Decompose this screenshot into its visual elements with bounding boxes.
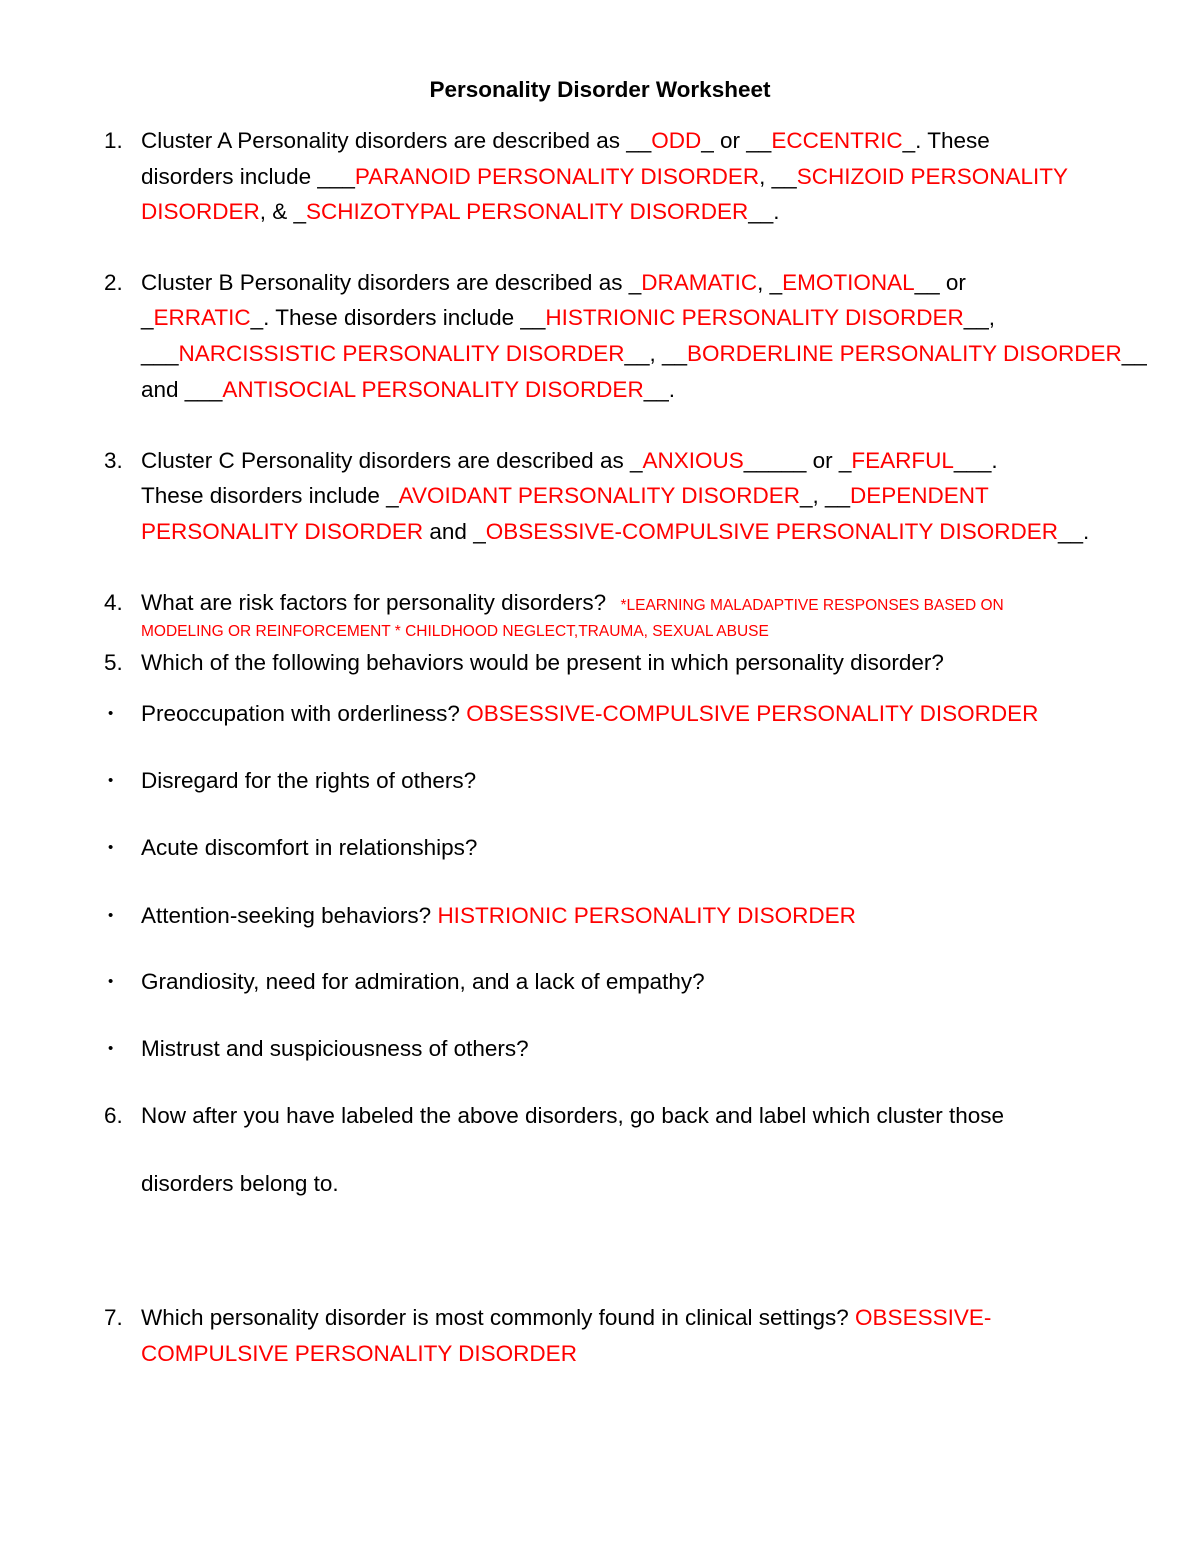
question-line — [141, 372, 1141, 408]
prompt-text: Disregard for the rights of others? — [141, 768, 477, 793]
answer-text: NARCISSISTIC PERSONALITY DISORDER — [178, 341, 625, 366]
question-number: 5. — [104, 650, 123, 675]
prompt-text: disorders belong to. — [141, 1171, 339, 1196]
question-line — [141, 1300, 1141, 1336]
question-line — [141, 443, 1141, 479]
prompt-text: Attention-seeking behaviors? — [141, 903, 438, 928]
bullet-icon: • — [108, 907, 114, 924]
answer-text: FEARFUL — [851, 448, 954, 473]
answer-text: HISTRIONIC PERSONALITY DISORDER — [545, 305, 964, 330]
prompt-text: __. — [643, 377, 675, 402]
answer-text: PERSONALITY DISORDER — [141, 519, 424, 544]
answer-text: OBSESSIVE-COMPULSIVE PERSONALITY DISORDER — [466, 701, 1039, 726]
question-line — [141, 159, 1141, 195]
question-line — [141, 265, 1141, 301]
question-line — [141, 478, 1141, 514]
question-line — [141, 194, 1141, 230]
prompt-text: _. These — [902, 128, 990, 153]
prompt-text: Preoccupation with orderliness? — [141, 701, 467, 726]
prompt-text: Which personality disorder is most commonly found in clinical settings? — [141, 1305, 856, 1330]
question-number: 4. — [104, 590, 123, 615]
prompt-text: and ___ — [141, 377, 223, 402]
answer-text: DRAMATIC — [641, 270, 758, 295]
answer-text: EMOTIONAL — [782, 270, 915, 295]
page-title: Personality Disorder Worksheet — [429, 77, 771, 102]
prompt-text: disorders include ___ — [141, 164, 355, 189]
prompt-text: __, __ — [624, 341, 688, 366]
answer-text: ODD — [651, 128, 702, 153]
prompt-text: __. — [748, 199, 780, 224]
prompt-text: , __ — [759, 164, 797, 189]
answer-text: PARANOID PERSONALITY DISORDER — [354, 164, 760, 189]
bullet-icon: • — [108, 839, 114, 856]
prompt-text: Grandiosity, need for admiration, and a lack of empathy? — [141, 969, 705, 994]
answer-text: COMPULSIVE PERSONALITY DISORDER — [141, 1341, 577, 1366]
question-number: 3. — [104, 448, 123, 473]
prompt-text: Mistrust and suspiciousness of others? — [141, 1036, 529, 1061]
prompt-text: _, __ — [799, 483, 851, 508]
question-number: 7. — [104, 1305, 123, 1330]
answer-text: HISTRIONIC PERSONALITY DISORDER — [437, 903, 856, 928]
answer-text: ANXIOUS — [642, 448, 744, 473]
question-line — [141, 514, 1141, 550]
answer-text: DEPENDENT — [850, 483, 989, 508]
prompt-text: __ or — [914, 270, 966, 295]
prompt-text: Cluster C Personality disorders are described as _ — [141, 448, 643, 473]
answer-text: ERRATIC — [153, 305, 251, 330]
prompt-text: Which of the following behaviors would be present in which personality disorder? — [141, 650, 944, 675]
question-line — [141, 585, 1141, 621]
bullet-icon: • — [108, 772, 114, 789]
question-line — [141, 123, 1141, 159]
prompt-text: ___. — [953, 448, 998, 473]
answer-text: SCHIZOID PERSONALITY — [796, 164, 1068, 189]
prompt-text: What are risk factors for personality disorders? — [141, 590, 607, 615]
bullet-icon: • — [108, 973, 114, 990]
answer-text: BORDERLINE PERSONALITY DISORDER — [687, 341, 1122, 366]
answer-text: ECCENTRIC — [771, 128, 903, 153]
prompt-text: and _ — [423, 519, 486, 544]
prompt-text: _ or __ — [701, 128, 772, 153]
prompt-text: Cluster A Personality disorders are described as __ — [141, 128, 652, 153]
question-number: 1. — [104, 128, 123, 153]
prompt-text: _ — [141, 305, 154, 330]
bullet-icon: • — [108, 705, 114, 722]
prompt-text: __, — [963, 305, 996, 330]
prompt-text: , & _ — [259, 199, 307, 224]
bullet-icon: • — [108, 1040, 114, 1057]
prompt-text: _. These disorders include __ — [250, 305, 546, 330]
question-number: 6. — [104, 1103, 123, 1128]
question-number: 2. — [104, 270, 123, 295]
answer-text: SCHIZOTYPAL PERSONALITY DISORDER — [306, 199, 749, 224]
prompt-text: Acute discomfort in relationships? — [141, 835, 478, 860]
question-line — [141, 300, 1141, 336]
prompt-text: These disorders include _ — [141, 483, 399, 508]
answer-text: OBSESSIVE- — [855, 1305, 992, 1330]
answer-text: ANTISOCIAL PERSONALITY DISORDER — [222, 377, 644, 402]
prompt-text: __ — [1121, 341, 1147, 366]
question-line — [141, 336, 1147, 372]
prompt-text: __. — [1057, 519, 1090, 544]
prompt-text: Cluster B Personality disorders are described as _ — [141, 270, 642, 295]
prompt-text: Now after you have labeled the above disorders, go back and label which cluster those — [141, 1103, 1005, 1128]
answer-text: AVOIDANT PERSONALITY DISORDER — [398, 483, 800, 508]
answer-text: DISORDER — [141, 199, 260, 224]
prompt-text: , _ — [757, 270, 783, 295]
answer-text: *LEARNING MALADAPTIVE RESPONSES BASED ON — [620, 597, 1004, 614]
prompt-text: _____ or _ — [743, 448, 852, 473]
answer-text: MODELING OR REINFORCEMENT * CHILDHOOD NEGLECT,TRAUMA, SEXUAL ABUSE — [141, 623, 769, 640]
prompt-text: ___ — [141, 341, 179, 366]
answer-text: OBSESSIVE-COMPULSIVE PERSONALITY DISORDER — [485, 519, 1058, 544]
